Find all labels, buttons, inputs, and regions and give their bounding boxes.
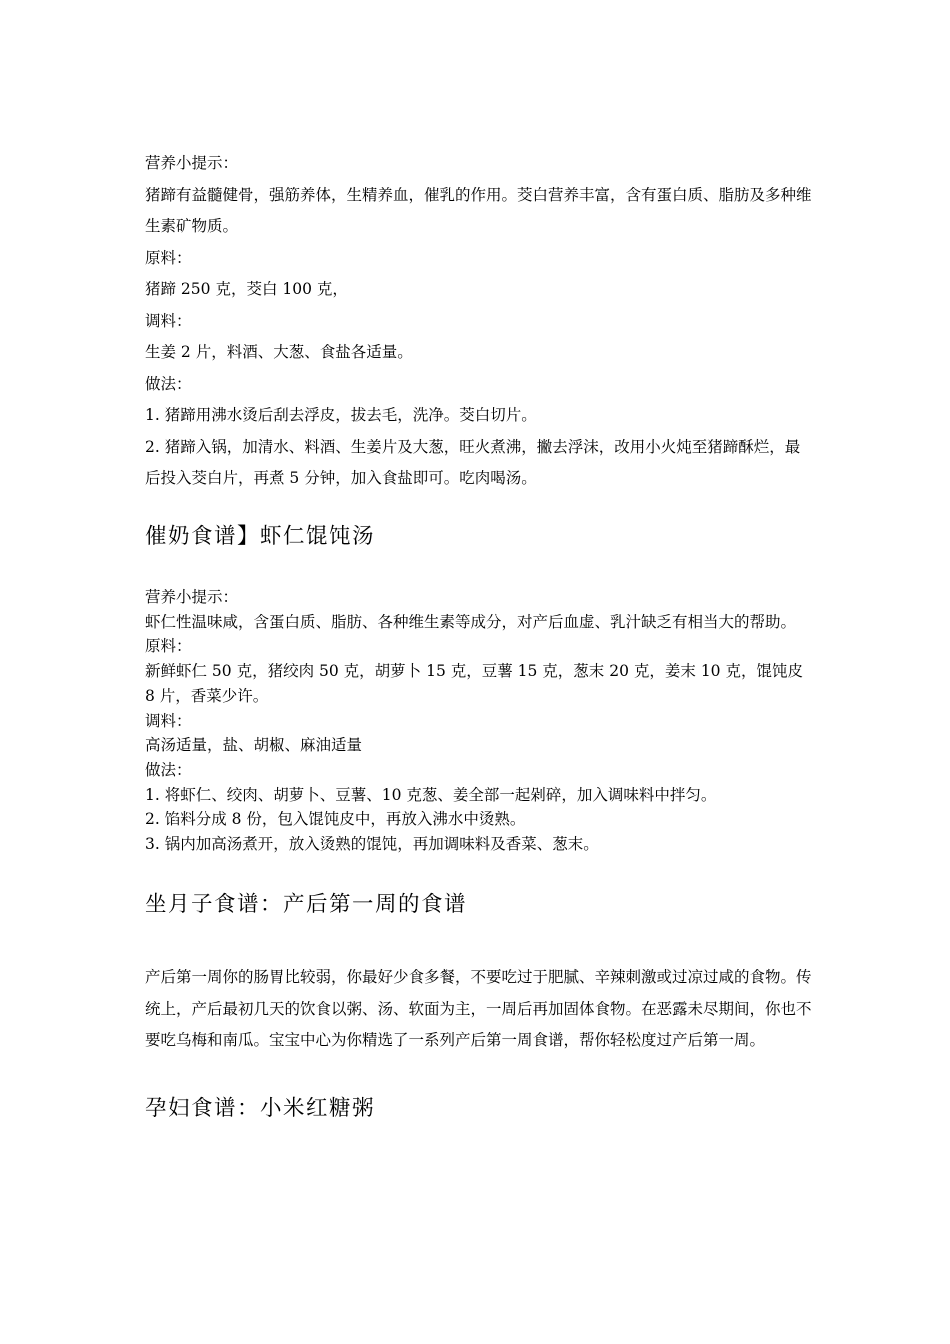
postpartum-week1-intro: 产后第一周你的肠胃比较弱，你最好少食多餐，不要吃过于肥腻、辛辣刺激或过凉过咸的食物。传统上，产后最初几天的饮食以粥、汤、软面为主，一周后再加固体食物。在恶露未尽期间，你也不要吃乌梅和南瓜。宝宝中心为你精选了一系列产后第一周食谱，帮你轻松度过产后第一周。	[145, 968, 812, 1049]
nutrition-tip-label: 营养小提示：	[145, 154, 239, 172]
method-step-2: 2. 馅料分成 8 份，包入馄饨皮中，再放入沸水中烫熟。	[145, 810, 526, 829]
method-step-3: 3. 锅内加高汤煮开，放入烫熟的馄饨，再加调味料及香菜、葱末。	[145, 835, 599, 854]
ingredients-label: 原料：	[145, 248, 192, 267]
recipe-heading-shrimp-wonton: 催奶食谱】虾仁馄饨汤	[145, 524, 376, 549]
ingredients-label: 原料：	[145, 637, 192, 656]
method-step-1: 1. 将虾仁、绞肉、胡萝卜、豆薯、10 克葱、姜全部一起剁碎，加入调味料中拌匀。	[145, 785, 717, 804]
method-step-2: 2. 猪蹄入锅，加清水、料酒、生姜片及大葱，旺火煮沸，撇去浮沫，改用小火炖至猪蹄酥烂，最后投入茭白片，再煮 5 分钟，加入食盐即可。吃肉喝汤。	[145, 437, 801, 487]
ingredients-text: 猪蹄 250 克，茭白 100 克，	[145, 280, 348, 298]
seasoning-label: 调料：	[145, 311, 192, 330]
method-label: 做法：	[145, 760, 192, 779]
recipe-heading-postpartum-week1: 坐月子食谱：产后第一周的食谱	[145, 892, 468, 917]
ingredients-text: 新鲜虾仁 50 克，猪绞肉 50 克，胡萝卜 15 克，豆薯 15 克，葱末 20 克，姜末 10 克，馄饨皮 8 片，香菜少许。	[145, 662, 803, 705]
method-label: 做法：	[145, 374, 192, 393]
recipe-section-shrimp-wonton	[145, 585, 813, 857]
method-step-1: 1. 猪蹄用沸水烫后刮去浮皮，拔去毛，洗净。茭白切片。	[145, 406, 537, 424]
nutrition-tip-label: 营养小提示：	[145, 588, 239, 606]
recipe-heading-millet-porridge: 孕妇食谱：小米红糖粥	[145, 1096, 376, 1121]
seasoning-text: 高汤适量，盐、胡椒、麻油适量	[145, 736, 363, 755]
seasoning-label: 调料：	[145, 711, 192, 730]
recipe-section-pig-trotter	[145, 148, 813, 495]
nutrition-tip-text: 猪蹄有益髓健骨，强筋养体，生精养血，催乳的作用。茭白营养丰富，含有蛋白质、脂肪及多种维生素矿物质。	[145, 185, 812, 235]
seasoning-text: 生姜 2 片，料酒、大葱、食盐各适量。	[145, 343, 413, 361]
nutrition-tip-text: 虾仁性温味咸，含蛋白质、脂肪、各种维生素等成分，对产后血虚、乳汁缺乏有相当大的帮助。	[145, 612, 797, 631]
